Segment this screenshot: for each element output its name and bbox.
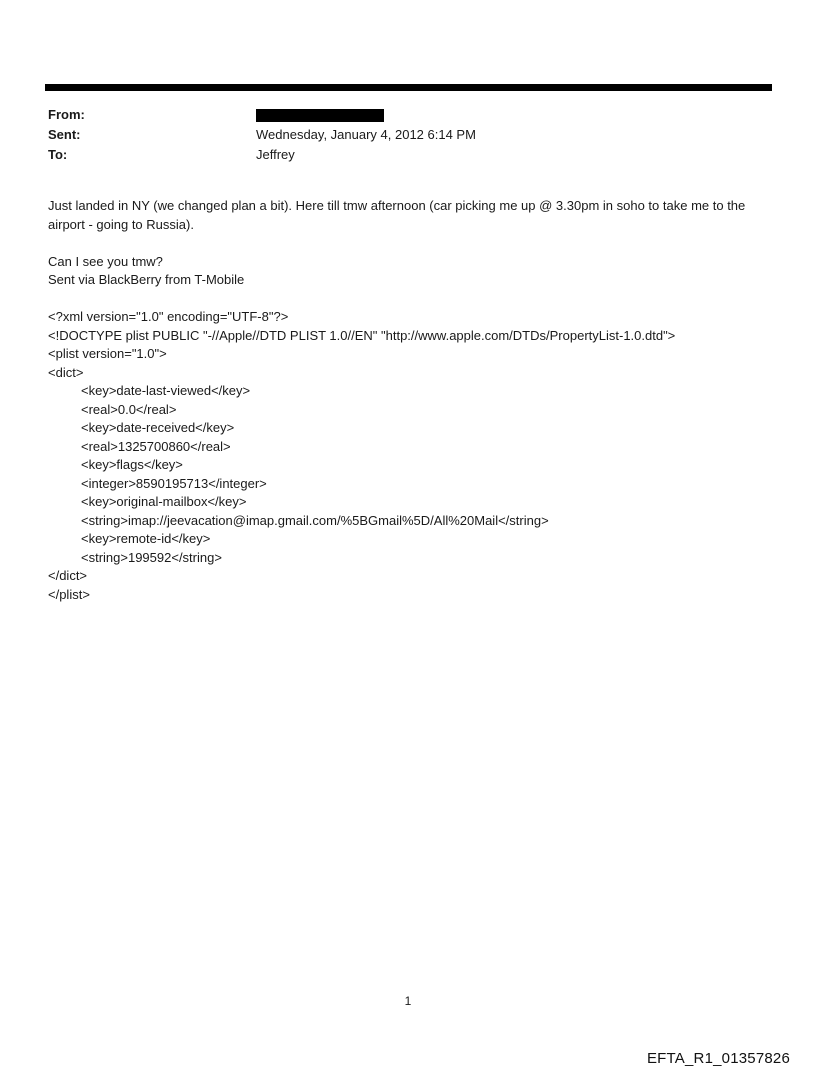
plist-line: <string>imap://jeevacation@imap.gmail.com/%5BGmail%5D/All%20Mail</string>: [81, 512, 549, 528]
plist-line: <real>0.0</real>: [81, 401, 177, 417]
from-label: From:: [48, 106, 85, 122]
plist-line: <key>flags</key>: [81, 457, 183, 472]
sent-value: Wednesday, January 4, 2012 6:14 PM: [256, 126, 476, 142]
email-body: [48, 197, 778, 604]
plist-line: <integer>8590195713</integer>: [81, 475, 267, 491]
plist-line: </dict>: [48, 568, 88, 583]
plist-line: <key>date-last-viewed</key>: [81, 383, 251, 398]
plist-line: <string>199592</string>: [81, 549, 222, 565]
plist-xml-block: [48, 308, 778, 604]
redaction-bar: [256, 109, 384, 122]
body-line-signature: Sent via BlackBerry from T-Mobile: [48, 272, 245, 287]
plist-line: <key>original-mailbox</key>: [81, 494, 247, 509]
blank-line: [48, 234, 778, 253]
bates-label: EFTA_R1_01357826: [646, 1050, 790, 1067]
page-number: 1: [404, 994, 412, 1008]
header-row-to: [48, 144, 778, 164]
plist-line: <dict>: [48, 364, 84, 380]
plist-line: <key>remote-id</key>: [81, 531, 211, 546]
top-separator-bar: [45, 84, 772, 91]
plist-line: <real>1325700860</real>: [81, 438, 231, 454]
plist-line: <?xml version="1.0" encoding="UTF-8"?>: [48, 309, 289, 324]
plist-line: <!DOCTYPE plist PUBLIC "-//Apple//DTD PLIST 1.0//EN" "http://www.apple.com/DTDs/PropertyList-1.0.dtd">: [48, 327, 676, 343]
email-header-block: [48, 104, 778, 164]
from-value: [256, 106, 778, 121]
to-value: Jeffrey: [256, 146, 295, 162]
plist-line: </plist>: [48, 586, 90, 602]
sent-label: Sent:: [48, 126, 81, 142]
plist-line: <key>date-received</key>: [81, 420, 235, 435]
body-line-question: Can I see you tmw?: [48, 253, 163, 269]
header-row-sent: [48, 124, 778, 144]
body-paragraph: Just landed in NY (we changed plan a bit). Here till tmw afternoon (car picking me up @ 3.30pm in soho to take me to the airport - going to Russia).: [48, 198, 749, 232]
header-row-from: [48, 104, 778, 124]
to-label: To:: [48, 146, 68, 162]
plist-line: <plist version="1.0">: [48, 346, 167, 361]
blank-line: [48, 290, 778, 309]
